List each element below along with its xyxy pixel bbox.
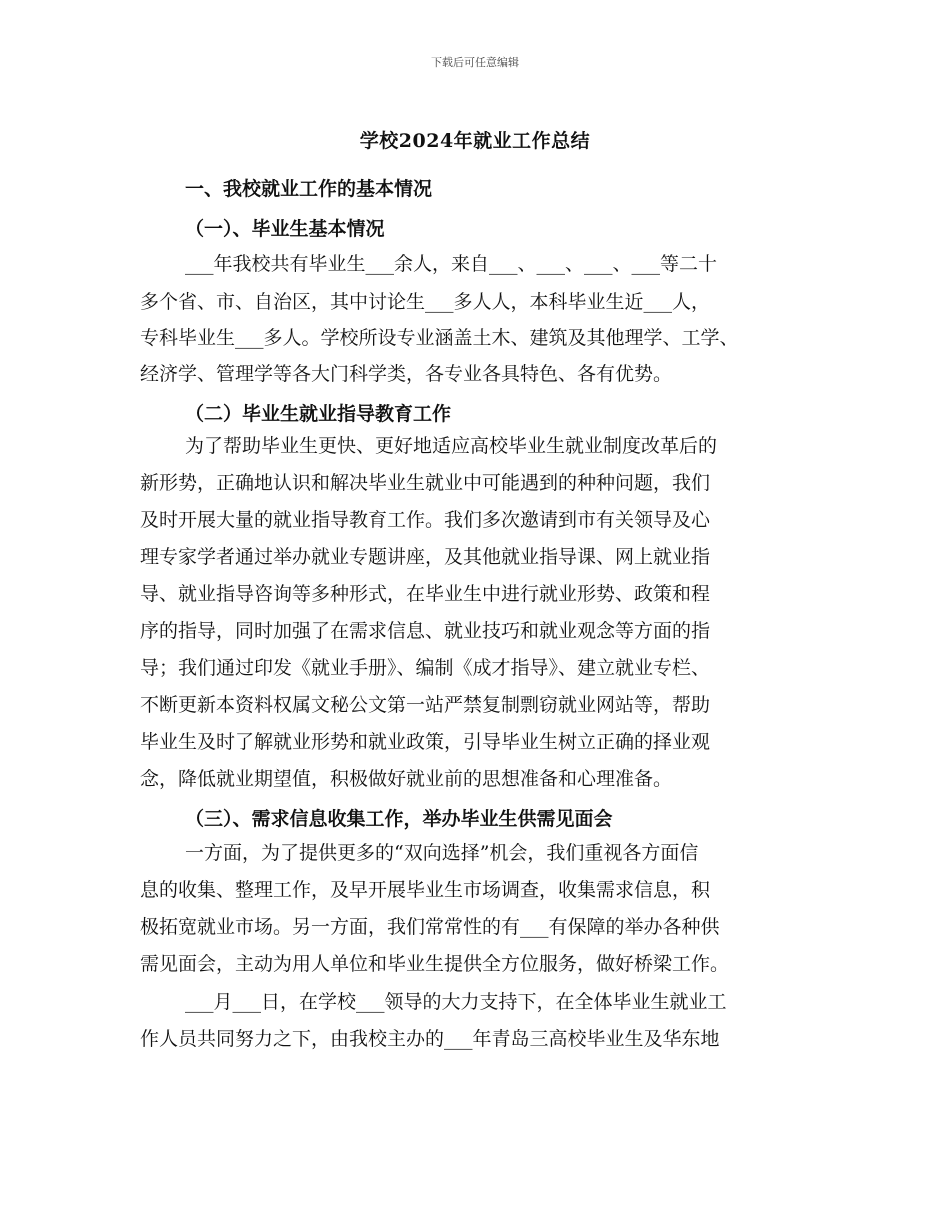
paragraph-line: 息的收集、整理工作，及早开展毕业生市场调查，收集需求信息，积 — [140, 879, 711, 901]
document-title: 学校2024年就业工作总结 — [359, 130, 591, 152]
paragraph-line: 多个省、市、自治区，其中讨论生___多人人，本科毕业生近___人， — [140, 291, 711, 313]
paragraph-line: 不断更新本资料权属文秘公文第一站严禁复制剽窃就业网站等，帮助 — [140, 694, 711, 716]
paragraph-line: 为了帮助毕业生更快、更好地适应高校毕业生就业制度改革后的 — [185, 435, 718, 457]
paragraph-line: 一方面，为了提供更多的“双向选择”机会，我们重视各方面信 — [185, 842, 699, 864]
paragraph-line: 作人员共同努力之下，由我校主办的___年青岛三高校毕业生及华东地 — [140, 1028, 720, 1050]
paragraph-line: 专科毕业生___多人。学校所设专业涵盖土木、建筑及其他理学、工学、 — [140, 327, 739, 349]
paragraph-line: 念，降低就业期望值，积极做好就业前的思想准备和心理准备。 — [140, 768, 673, 790]
paragraph-line: 导、就业指导咨询等多种形式，在毕业生中进行就业形势、政策和程 — [140, 583, 711, 605]
paragraph-line: ___月___日，在学校___领导的大力支持下，在全体毕业生就业工 — [185, 991, 727, 1013]
page-header-note: 下载后可任意编辑 — [431, 56, 519, 69]
paragraph-line: 理专家学者通过举办就业专题讲座，及其他就业指导课、网上就业指 — [140, 546, 711, 568]
paragraph-line: 经济学、管理学等各大门科学类，各专业各具特色、各有优势。 — [140, 363, 673, 385]
paragraph-line: 毕业生及时了解就业形势和就业政策，引导毕业生树立正确的择业观 — [140, 731, 711, 753]
paragraph-line: 序的指导，同时加强了在需求信息、就业技巧和就业观念等方面的指 — [140, 620, 711, 642]
section-heading-basic-situation: 一、我校就业工作的基本情况 — [185, 178, 433, 200]
paragraph-line: ___年我校共有毕业生___余人，来自___、___、___、___等二十 — [185, 253, 718, 275]
paragraph-line: 极拓宽就业市场。另一方面，我们常常性的有___有保障的举办各种供 — [140, 916, 720, 938]
paragraph-line: 新形势，正确地认识和解决毕业生就业中可能遇到的种种问题，我们 — [140, 472, 711, 494]
subheading-graduate-basics: （一）、毕业生基本情况 — [185, 218, 385, 240]
subheading-demand-info: （三）、需求信息收集工作，举办毕业生供需见面会 — [185, 808, 613, 830]
paragraph-line: 需见面会，主动为用人单位和毕业生提供全方位服务，做好桥梁工作。 — [140, 953, 730, 975]
subheading-employment-guidance: （二）毕业生就业指导教育工作 — [185, 403, 452, 425]
paragraph-line: 导；我们通过印发《就业手册》、编制《成才指导》、建立就业专栏、 — [140, 657, 711, 679]
paragraph-line: 及时开展大量的就业指导教育工作。我们多次邀请到市有关领导及心 — [140, 509, 711, 531]
